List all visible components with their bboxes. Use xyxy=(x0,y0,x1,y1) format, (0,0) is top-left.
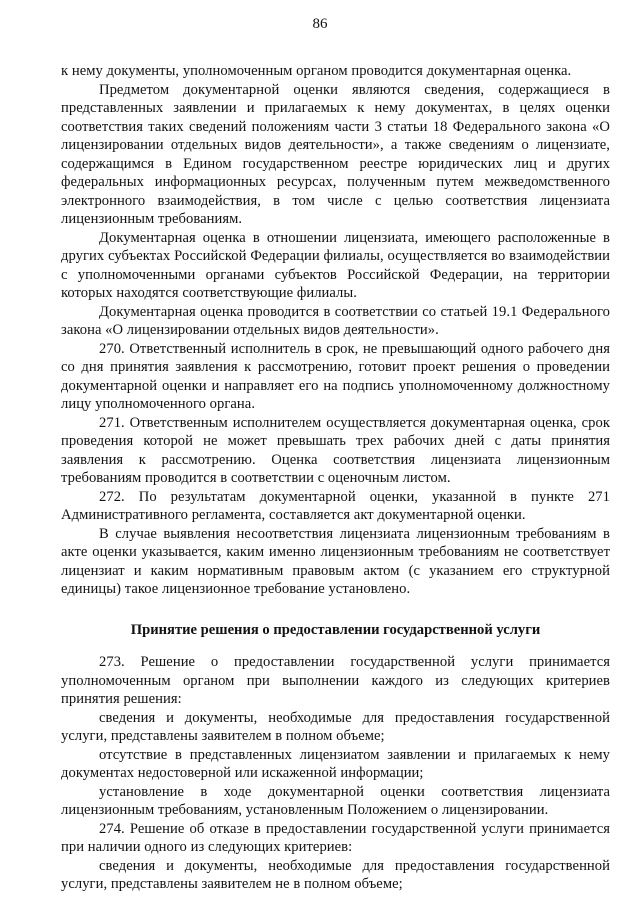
paragraph-branches-assessment: Документарная оценка в отношении лицензиата, имеющего расположенные в других субъектах Российской Федерации филиалы, осуществляется во взаимодействии с уполномоченными органами субъектов Российской Федерации, на территории которых находятся соответствующие филиалы. xyxy=(61,229,610,301)
paragraph-refusal-incomplete-docs: сведения и документы, необходимые для предоставления государственной услуги, представлены заявителем не в полном объеме; xyxy=(61,857,610,892)
paragraph-assessment-subject: Предметом документарной оценки являются сведения, содержащиеся в представленных заявлении и прилагаемых к нему документах, в целях оценки соответствия таких сведений положениям части 3 статьи 18 Федерального закона «О лицензировании отдельных видов деятельности», а также сведениям о лицензиате, содержащимся в Едином государственном реестре юридических лиц и других федеральных информационных ресурсах, полученным путем межведомственного электронного взаимодействия, в том числе с целью соответствия лицензиата лицензионным требованиям. xyxy=(61,81,610,227)
document-body xyxy=(61,62,610,894)
paragraph-continuation: к нему документы, уполномоченным органом проводится документарная оценка. xyxy=(61,63,572,79)
paragraph-criterion-conformity: установление в ходе документарной оценки соответствия лицензиата лицензионным требованиям, установленным Положением о лицензировании. xyxy=(61,783,610,818)
paragraph-272: 272. По результатам документарной оценки, указанной в пункте 271 Административного регламента, составляется акт документарной оценки. xyxy=(61,488,610,523)
paragraph-271: 271. Ответственным исполнителем осуществляется документарная оценка, срок проведения которой не может превышать трех рабочих дней с даты принятия заявления к рассмотрению. Оценка соответствия лицензиата лицензионным требованиям проводится в соответствии с оценочным листом. xyxy=(61,414,610,486)
page-number: 86 xyxy=(312,16,328,32)
paragraph-article-19-1: Документарная оценка проводится в соответствии со статьей 19.1 Федерального закона «О лицензировании отдельных видов деятельности». xyxy=(61,303,610,338)
paragraph-nonconformity: В случае выявления несоответствия лицензиата лицензионным требованиям в акте оценки указывается, каким именно лицензионным требованиям не соответствует лицензиат и каким нормативным правовым актом (с указанием его структурной единицы) такое лицензионное требование установлено. xyxy=(61,525,610,597)
paragraph-274: 274. Решение об отказе в предоставлении государственной услуги принимается при наличии одного из следующих критериев: xyxy=(61,820,610,855)
paragraph-criterion-complete-docs: сведения и документы, необходимые для предоставления государственной услуги, представлены заявителем в полном объеме; xyxy=(61,709,610,744)
section-heading: Принятие решения о предоставлении государственной услуги xyxy=(130,621,541,638)
paragraph-criterion-no-false-info: отсутствие в представленных лицензиатом заявлении и прилагаемых к нему документах недостоверной или искаженной информации; xyxy=(61,746,610,781)
paragraph-270: 270. Ответственный исполнитель в срок, не превышающий одного рабочего дня со дня принятия заявления к рассмотрению, готовит проект решения о проведении документарной оценки и направляет его на подпись уполномоченному должностному лицу уполномоченного органа. xyxy=(61,340,610,412)
paragraph-273: 273. Решение о предоставлении государственной услуги принимается уполномоченным органом при выполнении каждого из следующих критериев принятия решения: xyxy=(61,654,610,707)
